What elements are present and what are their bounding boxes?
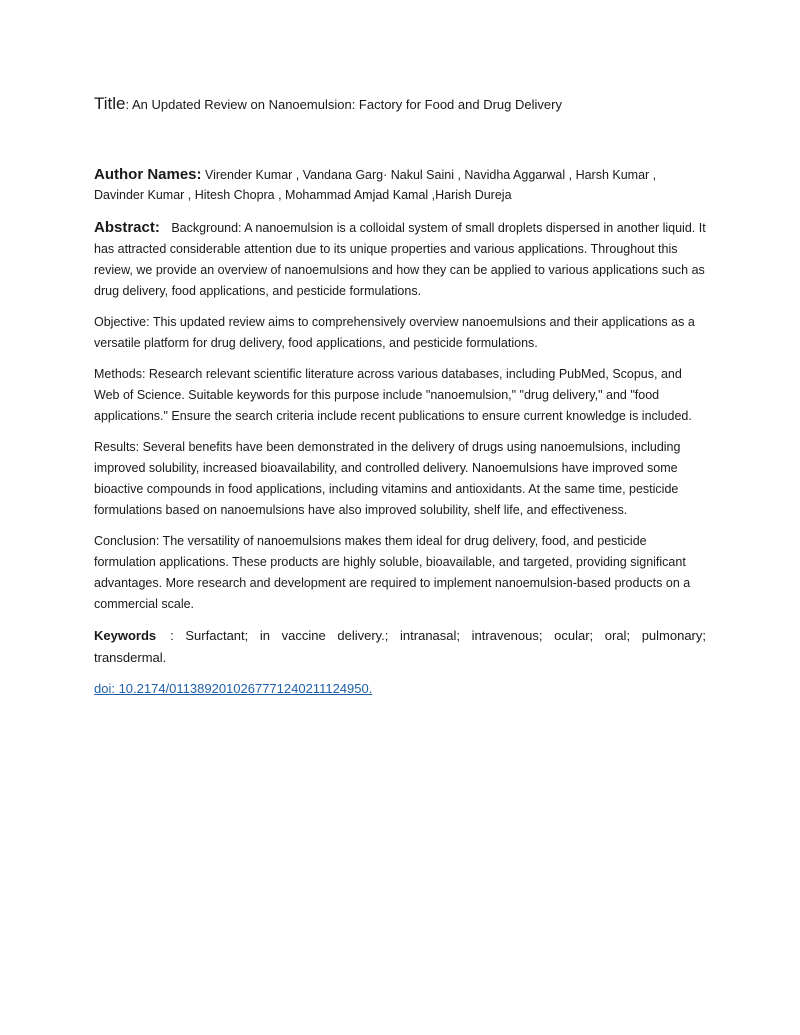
abstract-results-paragraph: Results: Several benefits have been demonstrated in the delivery of drugs using nanoemulsions, including improved solubility, increased bioavailability, and controlled delivery. Nanoemulsions have improved some bioactive compounds in food applications, including vitamins and antioxidants. At the same time, pesticide formulations based on nanoemulsions have also improved solubility, shelf life, and effectiveness.: [94, 440, 681, 517]
abstract-label: Abstract:: [94, 219, 160, 236]
abstract-methods-paragraph: Methods: Research relevant scientific literature across various databases, including PubMed, Scopus, and Web of Science. Suitable keywords for this purpose include "nanoemulsion," "drug delivery," and "food applications." Ensure the search criteria include recent publications to ensure current knowledge is included.: [94, 367, 692, 423]
document-page: [94, 94, 706, 699]
authors-text: Virender Kumar , Vandana Garg· Nakul Saini , Navidha Aggarwal , Harsh Kumar , Davinder Kumar , Hitesh Chopra , Mohammad Amjad Kamal ,Harish Dureja: [94, 168, 657, 202]
abstract-objective-paragraph: Objective: This updated review aims to comprehensively overview nanoemulsions and their applications as a versatile platform for drug delivery, food applications, and pesticide formulations.: [94, 315, 695, 350]
doi-link[interactable]: doi: 10.2174/0113892010267771240211124950.: [94, 681, 373, 696]
title-label: Title: [94, 94, 126, 113]
keywords-label: Keywords: [94, 628, 157, 643]
authors-line: [94, 165, 706, 205]
keywords-line: [94, 625, 706, 669]
abstract-background-text: Background: A nanoemulsion is a colloidal system of small droplets dispersed in another liquid. It has attracted considerable attention due to its unique properties and various applications. Throughout this review, we provide an overview of nanoemulsions and how they can be applied to various applications such as drug delivery, food applications, and pesticide formulations.: [94, 221, 706, 298]
title-text: : An Updated Review on Nanoemulsion: Factory for Food and Drug Delivery: [125, 97, 562, 112]
abstract-section: [94, 217, 706, 615]
abstract-conclusion-paragraph: Conclusion: The versatility of nanoemulsions makes them ideal for drug delivery, food, and pesticide formulation applications. These products are highly soluble, bioavailable, and targeted, providing significant advantages. More research and development are required to implement nanoemulsion-based products on a commercial scale.: [94, 534, 691, 611]
abstract-background-paragraph: [94, 217, 706, 302]
keywords-text: : Surfactant; in vaccine delivery.; intranasal; intravenous; ocular; oral; pulmonary; transdermal.: [94, 628, 706, 665]
title-line: [94, 94, 706, 115]
authors-label: Author Names:: [94, 166, 202, 183]
